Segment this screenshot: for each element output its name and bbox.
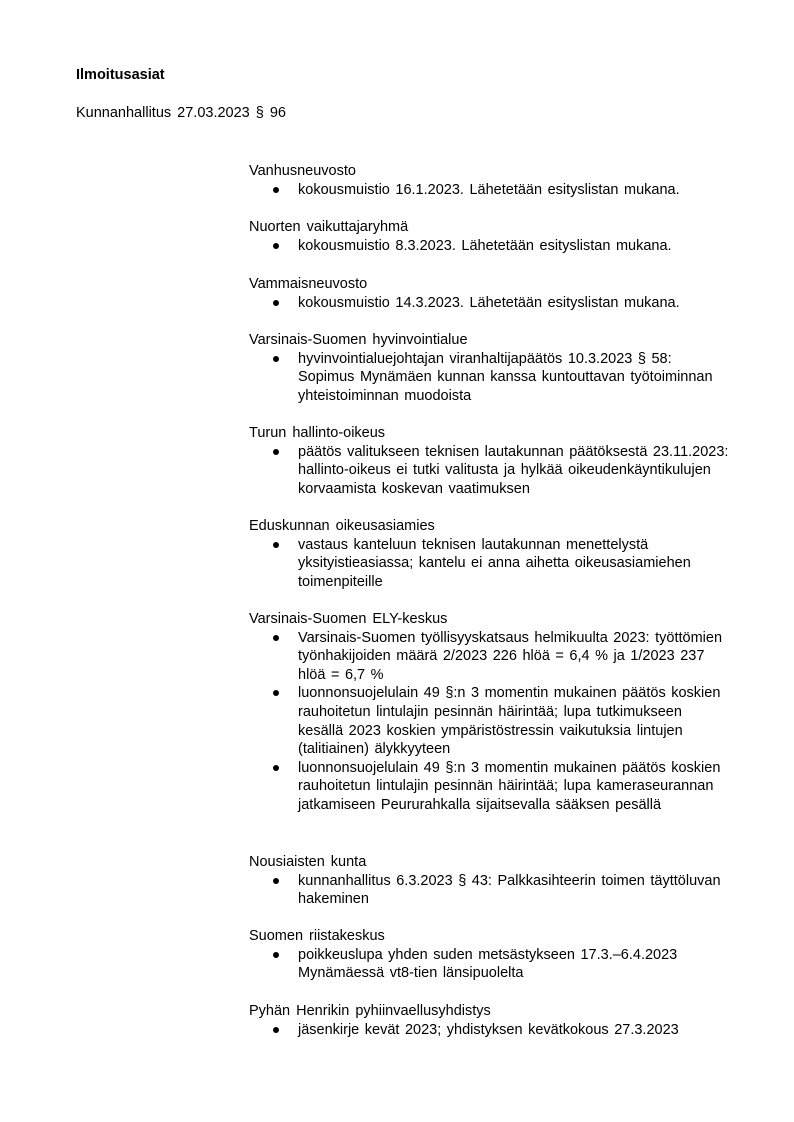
list-item: [249, 872, 729, 909]
list-item: [249, 237, 729, 256]
item-text: vastaus kanteluun teknisen lautakunnan menettelystä yksityistieasiassa; kantelu ei anna aihetta oikeusasiamiehen toimenpiteille: [298, 536, 691, 590]
bullet-icon: [273, 356, 279, 362]
list-item: [249, 294, 729, 313]
item-text: kokousmuistio 8.3.2023. Lähetetään esityslistan mukana.: [298, 237, 672, 254]
item-list: [249, 629, 729, 815]
item-list: [249, 181, 729, 200]
section-riistakeskus: [249, 927, 729, 983]
bullet-icon: [273, 690, 279, 696]
section-heading: Vanhusneuvosto: [249, 163, 356, 179]
list-item: [249, 536, 729, 592]
list-item: [249, 350, 729, 406]
item-list: [249, 872, 729, 909]
bullet-icon: [273, 878, 279, 884]
item-list: [249, 237, 729, 256]
section-oikeusasiamies: [249, 517, 729, 591]
item-text: kunnanhallitus 6.3.2023 § 43: Palkkasihteerin toimen täyttöluvan hakeminen: [298, 872, 721, 908]
section-heading: Varsinais-Suomen hyvinvointialue: [249, 332, 468, 348]
section-heading: Suomen riistakeskus: [249, 928, 385, 944]
section-ely-keskus: [249, 610, 729, 815]
bullet-icon: [273, 635, 279, 641]
section-hallinto-oikeus: [249, 424, 729, 498]
item-text: luonnonsuojelulain 49 §:n 3 momentin mukainen päätös koskien rauhoitetun lintulajin pesinnän häirintää; lupa tutkimukseen kesällä 2023 koskien ympäristöstressin vaikutuksia lintujen (talitiainen) älykkyyteen: [298, 685, 721, 758]
item-text: jäsenkirje kevät 2023; yhdistyksen kevätkokous 27.3.2023: [298, 1021, 679, 1038]
section-hyvinvointialue: [249, 331, 729, 405]
item-list: [249, 350, 729, 406]
item-list: [249, 1021, 729, 1040]
item-list: [249, 536, 729, 592]
section-pyhiinvaellusyhdistys: [249, 1002, 729, 1039]
bullet-icon: [273, 542, 279, 548]
item-text: kokousmuistio 14.3.2023. Lähetetään esityslistan mukana.: [298, 294, 680, 311]
list-item: [249, 684, 729, 758]
meeting-reference: Kunnanhallitus 27.03.2023 § 96: [76, 105, 286, 121]
bullet-icon: [273, 952, 279, 958]
section-vanhusneuvosto: [249, 162, 729, 199]
section-heading: Nuorten vaikuttajaryhmä: [249, 219, 409, 235]
section-heading: Turun hallinto-oikeus: [249, 425, 386, 441]
section-vammaisneuvosto: [249, 275, 729, 312]
bullet-icon: [273, 187, 279, 193]
item-list: [249, 294, 729, 313]
item-text: päätös valitukseen teknisen lautakunnan päätöksestä 23.11.2023: hallinto-oikeus ei tutki valitusta ja hylkää oikeudenkäyntikulujen korvaamista koskevan vaatimuksen: [298, 443, 729, 497]
section-nuorten-vaikuttajaryhma: [249, 218, 729, 255]
bullet-icon: [273, 765, 279, 771]
list-item: [249, 629, 729, 685]
section-heading: Nousiaisten kunta: [249, 854, 367, 870]
list-item: [249, 759, 729, 815]
item-text: poikkeuslupa yhden suden metsästykseen 17.3.–6.4.2023 Mynämäessä vt8-tien länsipuolelta: [298, 946, 678, 982]
bullet-icon: [273, 300, 279, 306]
item-text: luonnonsuojelulain 49 §:n 3 momentin mukainen päätös koskien rauhoitetun lintulajin pesinnän häirintää; lupa kameraseurannan jatkamiseen Peururahkalla sijaitsevalla sääksen pesällä: [298, 759, 721, 813]
list-item: [249, 181, 729, 200]
bullet-icon: [273, 1027, 279, 1033]
section-heading: Pyhän Henrikin pyhiinvaellusyhdistys: [249, 1003, 491, 1019]
section-heading: Eduskunnan oikeusasiamies: [249, 518, 435, 534]
list-item: [249, 1021, 729, 1040]
section-heading: Varsinais-Suomen ELY-keskus: [249, 611, 448, 627]
list-item: [249, 946, 729, 983]
bullet-icon: [273, 449, 279, 455]
document-title: Ilmoitusasiat: [76, 67, 165, 83]
item-list: [249, 443, 729, 499]
bullet-icon: [273, 243, 279, 249]
item-text: Varsinais-Suomen työllisyyskatsaus helmikuulta 2023: työttömien työnhakijoiden määrä 2/2023 226 hlöä = 6,4 % ja 1/2023 237 hlöä = 6,7 %: [298, 629, 723, 683]
item-list: [249, 946, 729, 983]
section-nousiaisten-kunta: [249, 853, 729, 909]
list-item: [249, 443, 729, 499]
item-text: hyvinvointialuejohtajan viranhaltijapäätös 10.3.2023 § 58: Sopimus Mynämäen kunnan kanssa kuntouttavan työtoiminnan yhteistoiminnan muodoista: [298, 350, 713, 404]
section-heading: Vammaisneuvosto: [249, 276, 368, 292]
item-text: kokousmuistio 16.1.2023. Lähetetään esityslistan mukana.: [298, 181, 680, 198]
